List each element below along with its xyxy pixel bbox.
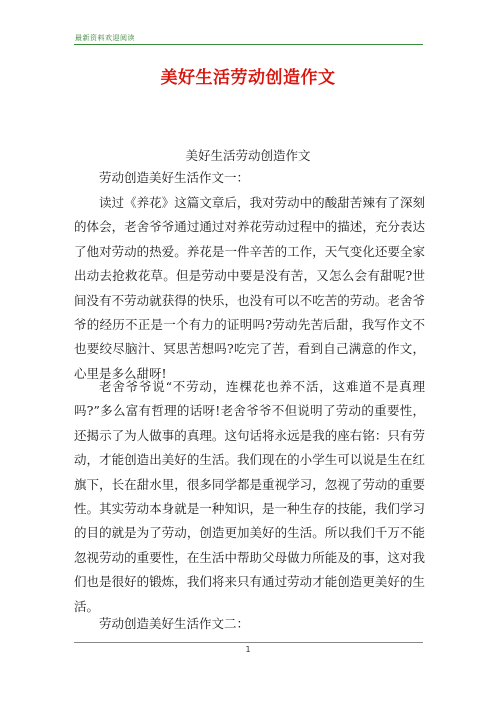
page-number: 1	[245, 645, 251, 654]
header-text: 最新资料欢迎阅读	[75, 34, 135, 42]
paragraph-2: 老舍爷爷说“不劳动，连棵花也养不活，这难道不是真理吗?”多么富有哲理的话呀!老舍爷爷不但说明了劳动的重要性，还揭示了为人做事的真理。这句话将永远是我的座右铭：只有劳动，才能创造出美好的生活。我们现在的小学生可以说是生在红旗下，长在甜水里，很多同学都是重视学习，忽视了劳动的重要性。其实劳动本身就是一种知识，是一种生存的技能，我们学习的目的就是为了劳动，创造更加美好的生活。所以我们千万不能忽视劳动的重要性，在生活中帮助父母做力所能及的事，这对我们也是很好的锻炼，我们将来只有通过劳动才能创造更美好的生活。	[74, 379, 425, 614]
header-divider	[74, 44, 423, 45]
paragraph-1: 读过《养花》这篇文章后，我对劳动中的酸甜苦辣有了深刻的体会，老舍爷爷通过通过对养花劳动过程中的描述，充分表达了他对劳动的热爱。养花是一件辛苦的工作，天气变化还要全家出动去抢救花草。但是劳动中要是没有苦，又怎么会有甜呢?世间没有不劳动就获得的快乐，也没有可以不吃苦的劳动。老舍爷爷的经历不正是一个有力的证明吗?劳动先苦后甜，我写作文不也要绞尽脑汁、冥思苦想吗?吃完了苦，看到自己满意的作文，心里是多么甜呀!	[74, 195, 425, 381]
section-heading-2: 劳动创造美好生活作文二：	[99, 616, 250, 631]
footer-divider	[74, 642, 423, 643]
document-subtitle: 美好生活劳动创造作文	[185, 148, 311, 163]
section-heading-1: 劳动创造美好生活作文一：	[99, 170, 250, 185]
document-title: 美好生活劳动创造作文	[160, 68, 336, 88]
